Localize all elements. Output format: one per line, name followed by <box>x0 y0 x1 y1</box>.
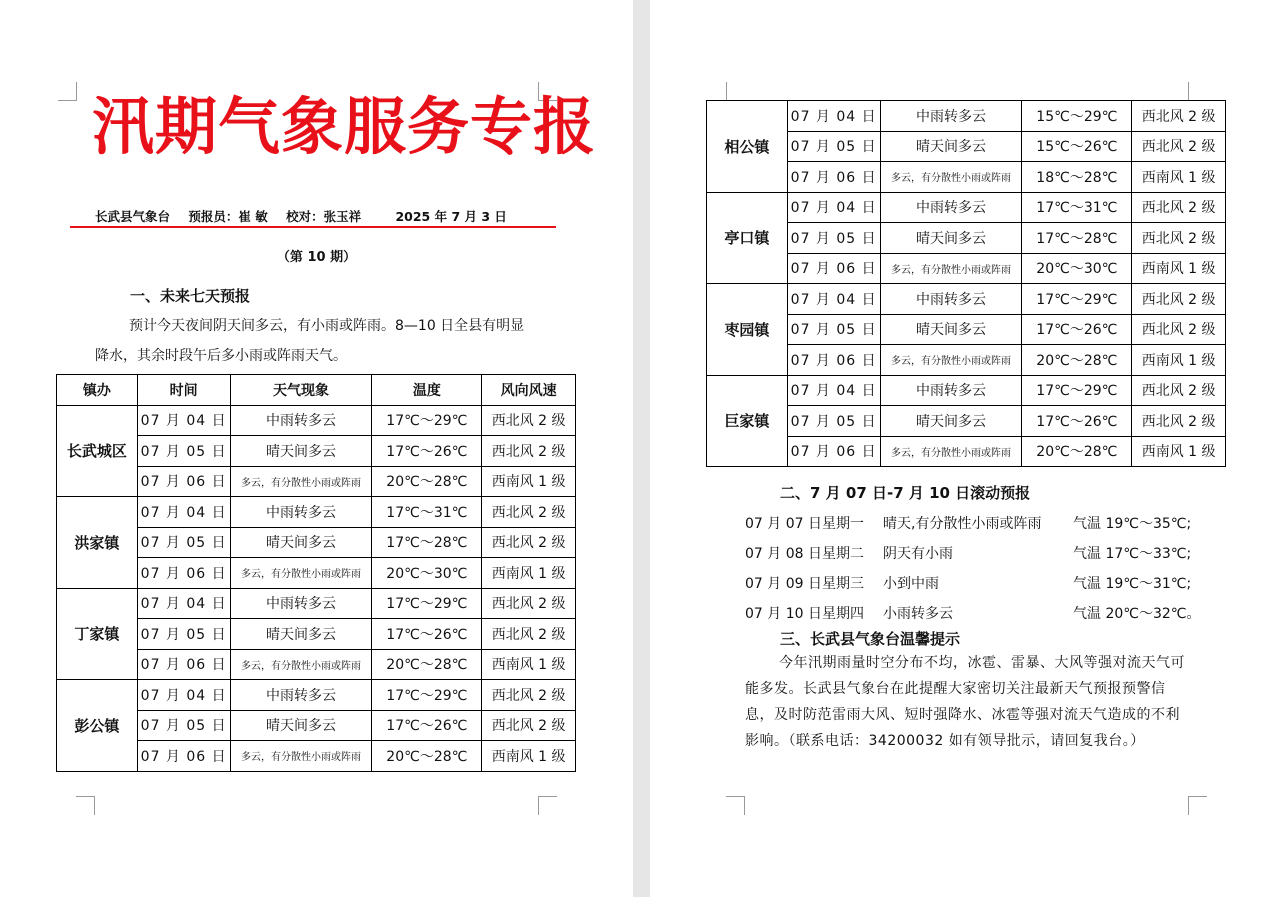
date-cell: 07 月 05 日 <box>137 710 230 741</box>
weather-cell: 多云，有分散性小雨或阵雨 <box>880 162 1022 193</box>
rolling-day: 07 月 10 日星期四 <box>745 606 864 622</box>
wind-cell: 西北风 2 级 <box>482 497 576 528</box>
rolling-weather: 晴天,有分散性小雨或阵雨 <box>883 516 1042 532</box>
rolling-day: 07 月 08 日星期二 <box>745 546 864 562</box>
date-cell: 07 月 05 日 <box>787 223 880 254</box>
table-row <box>707 101 1226 132</box>
date-cell: 07 月 06 日 <box>137 466 230 497</box>
forecast-table-right <box>706 100 1226 467</box>
wind-cell: 西北风 2 级 <box>482 680 576 711</box>
document-page-right <box>650 0 1285 897</box>
header-weather: 天气现象 <box>230 375 372 406</box>
document-page-left <box>0 0 633 897</box>
date-cell: 07 月 04 日 <box>787 192 880 223</box>
temp-cell: 20℃～28℃ <box>1022 345 1132 376</box>
wind-cell: 西南风 1 级 <box>1132 345 1226 376</box>
section1-text: 预计今天夜间阴天间多云，有小雨或阵雨。8—10 日全县有明显降水，其余时段午后多小雨或阵雨天气。 <box>95 318 525 364</box>
rolling-weather: 阴天有小雨 <box>883 546 953 562</box>
header-date: 时间 <box>137 375 230 406</box>
wind-cell: 西北风 2 级 <box>482 405 576 436</box>
date-cell: 07 月 04 日 <box>137 680 230 711</box>
town-name-cell: 巨家镇 <box>707 375 788 467</box>
date-cell: 07 月 04 日 <box>137 405 230 436</box>
temp-cell: 17℃～29℃ <box>372 588 482 619</box>
table-row <box>57 680 576 711</box>
temp-cell: 17℃～29℃ <box>1022 284 1132 315</box>
crop-mark-bottom-left <box>726 796 745 815</box>
weather-cell: 中雨转多云 <box>230 680 372 711</box>
date-cell: 07 月 05 日 <box>787 314 880 345</box>
date-cell: 07 月 04 日 <box>137 497 230 528</box>
weather-cell: 中雨转多云 <box>230 588 372 619</box>
date-cell: 07 月 06 日 <box>787 162 880 193</box>
temp-cell: 17℃～28℃ <box>1022 223 1132 254</box>
weather-cell: 晴天间多云 <box>230 619 372 650</box>
weather-cell: 晴天间多云 <box>880 223 1022 254</box>
report-title: 汛期气象服务专报 <box>92 90 597 163</box>
temp-cell: 17℃～31℃ <box>1022 192 1132 223</box>
weather-cell: 晴天间多云 <box>880 406 1022 437</box>
rolling-temp: 气温 17℃～33℃; <box>1073 546 1192 562</box>
table-row <box>707 192 1226 223</box>
weather-cell: 多云，有分散性小雨或阵雨 <box>230 649 372 680</box>
crop-mark-bottom-right <box>538 796 557 815</box>
weather-cell: 多云，有分散性小雨或阵雨 <box>230 741 372 772</box>
temp-cell: 20℃～28℃ <box>372 741 482 772</box>
weather-cell: 中雨转多云 <box>880 284 1022 315</box>
date-cell: 07 月 04 日 <box>787 284 880 315</box>
date-cell: 07 月 05 日 <box>787 406 880 437</box>
issue-number: （第 10 期） <box>276 250 357 265</box>
wind-cell: 西北风 2 级 <box>1132 131 1226 162</box>
weather-cell: 中雨转多云 <box>230 497 372 528</box>
temp-cell: 17℃～29℃ <box>372 680 482 711</box>
table-header-row <box>57 375 576 406</box>
temp-cell: 15℃～26℃ <box>1022 131 1132 162</box>
weather-cell: 晴天间多云 <box>230 436 372 467</box>
town-name-cell: 长武城区 <box>57 405 138 497</box>
weather-cell: 晴天间多云 <box>230 710 372 741</box>
section2-heading: 二、7 月 07 日-7 月 10 日滚动预报 <box>780 484 1031 502</box>
weather-cell: 晴天间多云 <box>230 527 372 558</box>
byline-forecaster: 预报员：崔 敏 <box>188 209 268 224</box>
wind-cell: 西北风 2 级 <box>1132 101 1226 132</box>
weather-cell: 多云，有分散性小雨或阵雨 <box>230 558 372 589</box>
date-cell: 07 月 06 日 <box>787 436 880 467</box>
title-divider-line <box>70 226 556 228</box>
date-cell: 07 月 04 日 <box>137 588 230 619</box>
byline <box>95 207 521 225</box>
wind-cell: 西南风 1 级 <box>482 466 576 497</box>
wind-cell: 西北风 2 级 <box>1132 375 1226 406</box>
weather-cell: 中雨转多云 <box>880 101 1022 132</box>
weather-cell: 中雨转多云 <box>880 375 1022 406</box>
temp-cell: 17℃～29℃ <box>1022 375 1132 406</box>
rolling-day: 07 月 09 日星期三 <box>745 576 864 592</box>
temp-cell: 17℃～26℃ <box>372 436 482 467</box>
wind-cell: 西南风 1 级 <box>1132 253 1226 284</box>
date-cell: 07 月 05 日 <box>787 131 880 162</box>
rolling-temp: 气温 19℃～35℃; <box>1073 516 1192 532</box>
temp-cell: 15℃～29℃ <box>1022 101 1132 132</box>
weather-cell: 多云，有分散性小雨或阵雨 <box>880 253 1022 284</box>
town-name-cell: 亭口镇 <box>707 192 788 284</box>
weather-cell: 晴天间多云 <box>880 314 1022 345</box>
wind-cell: 西南风 1 级 <box>482 558 576 589</box>
date-cell: 07 月 05 日 <box>137 436 230 467</box>
table-row <box>57 497 576 528</box>
wind-cell: 西北风 2 级 <box>482 527 576 558</box>
temp-cell: 17℃～29℃ <box>372 405 482 436</box>
town-name-cell: 相公镇 <box>707 101 788 193</box>
date-cell: 07 月 06 日 <box>137 649 230 680</box>
wind-cell: 西南风 1 级 <box>1132 162 1226 193</box>
wind-cell: 西南风 1 级 <box>482 741 576 772</box>
town-name-cell: 彭公镇 <box>57 680 138 772</box>
crop-mark-bottom-left <box>76 796 95 815</box>
table-row <box>57 405 576 436</box>
temp-cell: 20℃～30℃ <box>372 558 482 589</box>
weather-cell: 晴天间多云 <box>880 131 1022 162</box>
section3-text: 今年汛期雨量时空分布不均，冰雹、雷暴、大风等强对流天气可能多发。长武县气象台在此提醒大家密切关注最新天气预报预警信息，及时防范雷雨大风、短时强降水、冰雹等强对流天气造成的不利影响。（联系电话：34200032 如有领导批示，请回复我台。） <box>745 655 1185 749</box>
date-cell: 07 月 04 日 <box>787 101 880 132</box>
temp-cell: 18℃～28℃ <box>1022 162 1132 193</box>
temp-cell: 17℃～31℃ <box>372 497 482 528</box>
date-cell: 07 月 06 日 <box>787 345 880 376</box>
wind-cell: 西北风 2 级 <box>482 588 576 619</box>
temp-cell: 17℃～26℃ <box>372 710 482 741</box>
temp-cell: 20℃～28℃ <box>372 649 482 680</box>
rolling-day: 07 月 07 日星期一 <box>745 516 864 532</box>
wind-cell: 西北风 2 级 <box>482 619 576 650</box>
temp-cell: 17℃～28℃ <box>372 527 482 558</box>
rolling-weather: 小雨转多云 <box>883 606 953 622</box>
wind-cell: 西北风 2 级 <box>1132 406 1226 437</box>
wind-cell: 西北风 2 级 <box>1132 314 1226 345</box>
town-name-cell: 洪家镇 <box>57 497 138 589</box>
wind-cell: 西北风 2 级 <box>1132 223 1226 254</box>
wind-cell: 西南风 1 级 <box>1132 436 1226 467</box>
weather-cell: 中雨转多云 <box>230 405 372 436</box>
town-name-cell: 丁家镇 <box>57 588 138 680</box>
rolling-temp: 气温 19℃～31℃; <box>1073 576 1192 592</box>
crop-mark-top-left <box>708 82 727 101</box>
table-row <box>57 588 576 619</box>
crop-mark-top-left <box>58 82 77 101</box>
weather-cell: 中雨转多云 <box>880 192 1022 223</box>
temp-cell: 17℃～26℃ <box>372 619 482 650</box>
weather-cell: 多云，有分散性小雨或阵雨 <box>880 436 1022 467</box>
date-cell: 07 月 06 日 <box>787 253 880 284</box>
table-row <box>707 375 1226 406</box>
wind-cell: 西北风 2 级 <box>482 436 576 467</box>
date-cell: 07 月 05 日 <box>137 619 230 650</box>
section3-heading: 三、长武县气象台温馨提示 <box>780 630 961 648</box>
forecast-table-left <box>56 374 576 772</box>
weather-cell: 多云，有分散性小雨或阵雨 <box>230 466 372 497</box>
rolling-temp: 气温 20℃～32℃。 <box>1073 606 1201 622</box>
header-wind: 风向风速 <box>482 375 576 406</box>
temp-cell: 17℃～26℃ <box>1022 314 1132 345</box>
town-name-cell: 枣园镇 <box>707 284 788 376</box>
wind-cell: 西北风 2 级 <box>1132 192 1226 223</box>
wind-cell: 西北风 2 级 <box>482 710 576 741</box>
date-cell: 07 月 05 日 <box>137 527 230 558</box>
date-cell: 07 月 06 日 <box>137 741 230 772</box>
temp-cell: 20℃～28℃ <box>372 466 482 497</box>
wind-cell: 西南风 1 级 <box>482 649 576 680</box>
table-row <box>707 284 1226 315</box>
header-town: 镇办 <box>57 375 138 406</box>
crop-mark-bottom-right <box>1188 796 1207 815</box>
crop-mark-top-right <box>1188 82 1207 101</box>
temp-cell: 20℃～28℃ <box>1022 436 1132 467</box>
date-cell: 07 月 04 日 <box>787 375 880 406</box>
byline-org: 长武县气象台 <box>95 209 171 224</box>
section1-heading: 一、未来七天预报 <box>130 287 251 305</box>
temp-cell: 17℃～26℃ <box>1022 406 1132 437</box>
date-cell: 07 月 06 日 <box>137 558 230 589</box>
byline-date: 2025 年 7 月 3 日 <box>395 209 507 224</box>
rolling-weather: 小到中雨 <box>883 576 939 592</box>
wind-cell: 西北风 2 级 <box>1132 284 1226 315</box>
weather-cell: 多云，有分散性小雨或阵雨 <box>880 345 1022 376</box>
temp-cell: 20℃～30℃ <box>1022 253 1132 284</box>
byline-checker: 校对：张玉祥 <box>286 209 362 224</box>
header-temp: 温度 <box>372 375 482 406</box>
